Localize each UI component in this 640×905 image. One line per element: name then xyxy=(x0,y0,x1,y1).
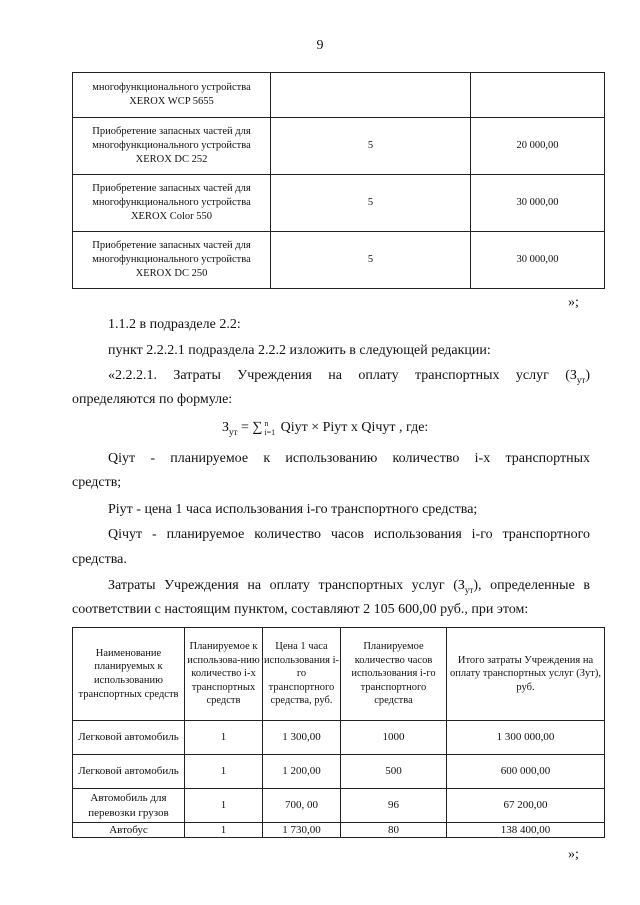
table-row xyxy=(73,73,605,118)
qty-cell: 5 xyxy=(271,118,471,175)
qty-cell: 5 xyxy=(271,232,471,289)
table-row: Легковой автомобиль 1 1 300,00 1000 1 300 000,00 xyxy=(73,721,605,755)
header-name: Наименование планируемых к использованию транспортных средств xyxy=(73,628,185,721)
cost-paragraph-cont: соответствии с настоящим пунктом, составляют 2 105 600,00 руб., при этом: xyxy=(72,602,529,617)
item-name-cell: Приобретение запасных частей для многофункционального устройства XEROX DC 250 xyxy=(73,232,271,289)
price-cell: 30 000,00 xyxy=(471,232,605,289)
paragraph-item: пункт 2.2.2.1 подраздела 2.2.2 изложить в следующей редакции: xyxy=(108,343,491,358)
transport-costs-table xyxy=(72,627,605,838)
table-header-row xyxy=(73,628,605,721)
header-price: Цена 1 часа использования i-го транспортного средства, руб. xyxy=(263,628,341,721)
table-row xyxy=(73,232,605,289)
paragraph-subsection: 1.1.2 в подразделе 2.2: xyxy=(108,317,241,332)
item-name-cell: Приобретение запасных частей для многофункционального устройства XEROX DC 252 xyxy=(73,118,271,175)
table-row xyxy=(73,175,605,232)
spare-parts-table xyxy=(72,72,605,289)
header-total: Итого затраты Учреждения на оплату транспортных услуг (Зут), руб. xyxy=(447,628,605,721)
header-hours: Планируемое количество часов использования i-го транспортного средства xyxy=(341,628,447,721)
header-quantity: Планируемое к использова-нию количество i-х транспортных средств xyxy=(185,628,263,721)
formula: $З_{ут}$ = ∑ n i=1 Qiут × Piут x Qiчут , где: xyxy=(222,419,429,438)
definition-qch: Qiчут - планируемое количество часов использования i-го транспортного xyxy=(108,527,590,542)
price-cell xyxy=(471,73,605,118)
table-row: Автомобиль для перевозки грузов 1 700, 00 96 67 200,00 xyxy=(73,789,605,823)
qty-cell: 5 xyxy=(271,175,471,232)
definition-p: Piут - цена 1 часа использования i-го транспортного средства; xyxy=(108,502,478,517)
definition-q: Qiут - планируемое к использованию количество i-х транспортных xyxy=(108,451,590,466)
page-number: 9 xyxy=(316,38,324,53)
closing-quote: »; xyxy=(568,847,579,862)
paragraph-2221-cont: определяются по формуле: xyxy=(72,392,233,407)
closing-quote: »; xyxy=(568,295,579,310)
table-row: Легковой автомобиль 1 1 200,00 500 600 000,00 xyxy=(73,755,605,789)
definition-q-cont: средств; xyxy=(72,475,122,490)
paragraph-2221: «2.2.2.1. Затраты Учреждения на оплату транспортных услуг $(З_{ут})$ xyxy=(108,368,590,385)
definition-qch-cont: средства. xyxy=(72,552,127,567)
table-row xyxy=(73,118,605,175)
item-name-cell: Приобретение запасных частей для многофункционального устройства XEROX Color 550 xyxy=(73,175,271,232)
qty-cell xyxy=(271,73,471,118)
price-cell: 30 000,00 xyxy=(471,175,605,232)
price-cell: 20 000,00 xyxy=(471,118,605,175)
table-row: Автобус 1 1 730,00 80 138 400,00 xyxy=(73,823,605,838)
item-name-cell: многофункционального устройства XEROX WCP 5655 xyxy=(73,73,271,118)
cost-paragraph: Затраты Учреждения на оплату транспортных услуг $(З_{ут})$, определенные в xyxy=(108,578,590,595)
